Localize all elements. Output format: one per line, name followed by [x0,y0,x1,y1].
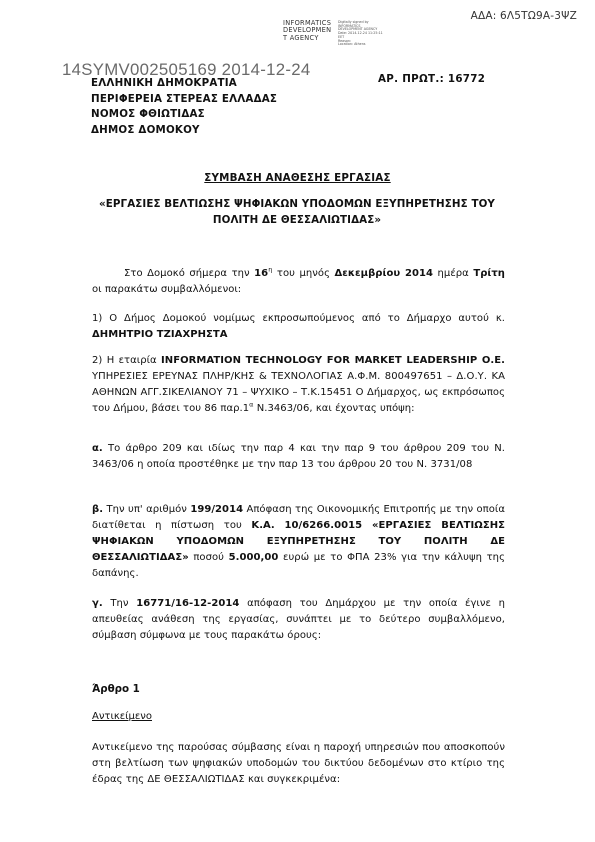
intro-weekday: Τρίτη [473,268,505,279]
party-2-text: Ν.3463/06, και έχοντας υπόψη: [253,403,415,414]
mayor-name: ΔΗΜΗΤΡΙΟ ΤΖΙΑΧΡΗΣΤΑ [92,329,228,340]
stamp-sig-line: Date: 2014.12.24 11:25:11 [338,31,383,36]
intro-paragraph [92,266,505,298]
stamp-sig-line: EET [338,34,345,39]
item-b-text: ευρώ με το ΦΠΑ 23% για την κάλυψη της δαπάνης. [92,552,505,579]
item-c-paragraph [92,596,505,644]
item-a-label: α. [92,443,103,454]
document-title: ΣΥΜΒΑΣΗ ΑΝΑΘΕΣΗΣ ΕΡΓΑΣΙΑΣ [204,172,391,184]
item-b-text: Απόφαση της Οικονομικής Επιτροπής με την οποία διατίθεται η πίστωση του [92,504,505,531]
mayor-decision-number: 16771/16-12-2014 [136,598,240,609]
committee-decision-number: 199/2014 [190,504,244,515]
header-line: ΠΕΡΙΦΕΡΕΙΑ ΣΤΕΡΕΑΣ ΕΛΛΑΔΑΣ [91,92,278,105]
issuer-header [91,76,277,138]
article-text: Αντικείμενο της παρούσας σύμβασης είναι η παροχή υπηρεσιών που αποσκοπούν στη βελτίωση των ψηφιακών υποδομών του δικτύου δεδομένων στο κτίριο της έδρας της ΔΕ ΘΕΣΣΑΛΙΩΤΙΔΑΣ και συγκεκριμένα: [92,742,505,785]
header-line: ΝΟΜΟΣ ΦΘΙΩΤΙΔΑΣ [91,108,205,120]
article-heading: Άρθρο 1 [92,683,140,695]
stamp-sig-line: Location: Athens [338,42,366,47]
intro-text: οι παρακάτω συμβαλλόμενοι: [92,284,242,295]
header-line: ΕΛΛΗΝΙΚΗ ΔΗΜΟΚΡΑΤΙΑ [91,77,237,89]
company-name: INFORMATION TECHNOLOGY FOR MARKET LEADERSHIP Ο.Ε. [161,355,505,366]
stamp-sig-line: INFORMATICS [338,23,361,28]
budget-code: Κ.Α. 10/6266.0015 «ΕΡΓΑΣΙΕΣ ΒΕΛΤΙΩΣΗΣ ΨΗΦΙΑΚΩΝ ΥΠΟΔΟΜΩΝ ΕΞΥΠΗΡΕΤΗΣΗΣ ΤΟΥ ΠΟΛΙΤΗ ΔΕ ΘΕΣΣΑΛΙΩΤΙΔΑΣ» [92,520,506,563]
item-b-paragraph [92,502,505,582]
digital-signature-stamp [283,20,403,50]
stamp-org-line: INFORMATICS [283,19,332,27]
document-id-watermark: 14SYMV002505169 2014-12-24 [62,60,311,79]
item-c-label: γ. [92,598,103,609]
ada-code: ΑΔΑ: 6Λ5ΤΩ9Α-3ΨΖ [470,10,577,22]
contract-amount: 5.000,00 [228,552,279,563]
document-subtitle: «ΕΡΓΑΣΙΕΣ ΒΕΛΤΙΩΣΗΣ ΨΗΦΙΑΚΩΝ ΥΠΟΔΟΜΩΝ ΕΞΥΠΗΡΕΤΗΣΗΣ ΤΟΥ ΠΟΛΙΤΗ ΔΕ ΘΕΣΣΑΛΙΩΤΙΔΑΣ» [99,198,495,226]
header-line: ΔΗΜΟΣ ΔΟΜΟΚΟΥ [91,123,200,136]
stamp-sig-line: DEVELOPMENT AGENCY [338,27,378,32]
intro-text: ημέρα [433,268,474,279]
intro-day: 16 [254,268,269,279]
item-b-text: ποσού [188,552,229,563]
party-1-paragraph [92,311,505,343]
item-b-label: β. [92,504,104,515]
intro-month: Δεκεμβρίου 2014 [334,268,434,279]
intro-text: Στο Δομοκό σήμερα την [124,268,255,279]
stamp-sig-line: Reason: [338,38,352,43]
item-a-text: Το άρθρο 209 και ιδίως την παρ 4 και την παρ 9 του άρθρου 209 του Ν. 3463/06 η οποία προστέθηκε με την παρ 13 του άρθρου 20 του Ν. 3731/08 [92,443,505,470]
item-c-text: Την [102,598,137,609]
party-2-text: ΥΠΗΡΕΣΙΕΣ ΕΡΕΥΝΑΣ ΠΛΗΡ/ΚΗΣ & ΤΕΧΝΟΛΟΓΙΑΣ Α.Φ.Μ. 800497651 – Δ.Ο.Υ. ΚΑ ΑΘΗΝΩΝ ΑΓΓ.ΣΙΚΕΛΙΑΝΟΥ 71 – ΨΥΧΙΚΟ – Τ.Κ.15451 Ο Δήμαρχος, ως εκπρόσωπος του Δήμου, βάσει του 86 παρ.1 [92,371,505,414]
intro-day-suffix: η [268,265,273,274]
article-subheading: Αντικείμενο [92,711,152,722]
stamp-org-line: T AGENCY [283,33,319,42]
party-2-paragraph [92,353,505,417]
protocol-number: ΑΡ. ΠΡΩΤ.: 16772 [378,73,486,85]
intro-text: του μηνός [272,268,335,279]
party-1-text: 1) Ο Δήμος Δομοκού νομίμως εκπροσωπούμενος από το Δήμαρχο αυτού κ. [92,313,505,324]
item-a-paragraph [92,441,505,473]
stamp-organization [283,20,331,42]
item-c-text: απόφαση του Δημάρχου με την οποία έγινε η απευθείας ανάθεση της εργασίας, συνάπτει με το δεύτερο συμβαλλόμενο, σύμβαση σύμφωνα με τους παρακάτω όρους: [92,598,505,641]
item-b-text: Την υπ' αριθμόν [103,504,191,515]
stamp-signature-details [338,21,402,47]
paragraph-suffix: α [249,400,254,409]
party-2-text: 2) Η εταιρία [92,355,162,366]
stamp-org-line: DEVELOPMEN [283,26,332,35]
stamp-sig-line: Digitally signed by [338,20,369,24]
